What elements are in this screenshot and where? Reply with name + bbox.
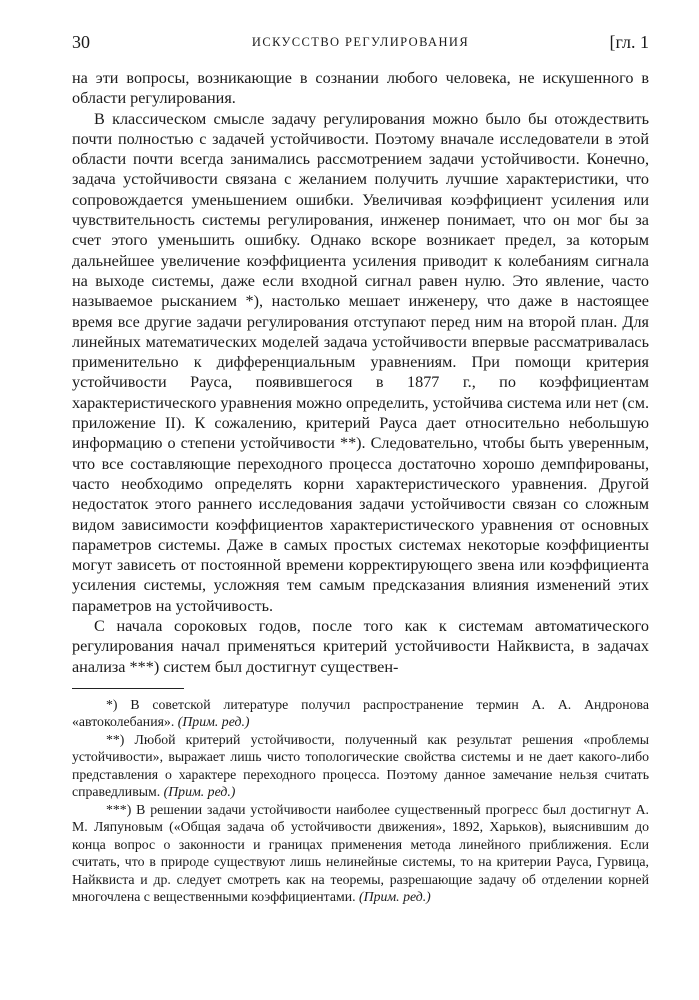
running-title: ИСКУССТВО РЕГУЛИРОВАНИЯ: [251, 35, 470, 49]
footnote-3: [72, 801, 649, 906]
footnote-1-tag: (Прим. ред.): [177, 714, 250, 730]
footnote-2: [72, 731, 649, 801]
paragraph-continuation: на эти вопросы, возникающие в сознании любого человека, не искушенного в области регулирования.: [72, 69, 649, 108]
footnote-3-tag: (Прим. ред.): [359, 889, 431, 905]
page-number: 30: [72, 32, 90, 52]
footnotes: [72, 696, 649, 906]
chapter-reference: [гл. 1: [609, 32, 649, 52]
page-header: [72, 32, 649, 60]
footnote-1: [72, 696, 649, 731]
footnote-2-text: **) Любой критерий устойчивости, полученный как результат решения «проблемы устойчивости», выражает лишь чисто топологические свойства системы и не дает какого-либо представления о характере переходного процесса. Поэтому данное замечание нельзя считать справедливым.: [72, 731, 649, 800]
footnote-2-tag: (Прим. ред.): [163, 784, 236, 800]
footnote-divider: [72, 688, 184, 689]
paragraph-nyquist: С начала сороковых годов, после того как к системам автоматического регулирования начал применяться критерий устойчивости Найквиста, в задачах анализа ***) систем был достигнут существен-: [72, 617, 649, 676]
main-text: [72, 68, 649, 677]
footnote-1-text: *) В советской литературе получил распространение термин А. А. Андронова «автоколебания».: [72, 696, 649, 730]
footnote-3-text: ***) В решении задачи устойчивости наиболее существенный прогресс был достигнут А. М. Ляпуновым («Общая задача об устойчивости движения», 1892, Харьков), выяснившим до конца вопрос о законности и границах применения метода линейного приближения. Если считать, что в природе существуют лишь нелинейные системы, то на критерии Рауса, Гурвица, Найквиста и др. следует смотреть как на теоремы, разрешающие задачу об отделении корней многочлена с вещественными коэффициентами.: [72, 801, 649, 905]
book-page: [72, 32, 649, 906]
paragraph-stability: В классическом смысле задачу регулирования можно было бы отождествить почти полностью с задачей устойчивости. Поэтому вначале исследователи в этой области почти всегда занимались рассмотрением задачи устойчивости. Конечно, задача устойчивости связана с желанием получить лучшие характеристики, что сопровождается уменьшением ошибки. Увеличивая коэффициент усиления или чувствительность системы регулирования, инженер понимает, что он мог бы за счет этого уменьшить ошибку. Однако вскоре возникает предел, за которым дальнейшее увеличение коэффициента усиления приводит к колебаниям сигнала на выходе системы, даже если входной сигнал равен нулю. Это явление, часто называемое рысканием *), настолько мешает инженеру, что даже в настоящее время все другие задачи регулирования отступают перед ним на второй план. Для линейных математических моделей задача устойчивости впервые рассматривалась применительно к дифференциальным уравнениям. При помощи критерия устойчивости Рауса, появившегося в 1877 г., по коэффициентам характеристического уравнения можно определить, устойчива система или нет (см. приложение II). К сожалению, критерий Рауса дает относительно небольшую информацию о степени устойчивости **). Следовательно, чтобы быть уверенным, что все составляющие переходного процесса достаточно хорошо демпфированы, часто необходимо определять корни характеристического уравнения. Другой недостаток этого раннего исследования задачи устойчивости связан со сложным видом зависимости коэффициентов характеристического уравнения от основных параметров системы. Даже в самых простых системах некоторые коэффициенты могут зависеть от постоянной времени корректирующего звена или коэффициента усиления системы, усложняя тем самым предсказания влияния изменений этих параметров на устойчивость.: [72, 109, 649, 615]
